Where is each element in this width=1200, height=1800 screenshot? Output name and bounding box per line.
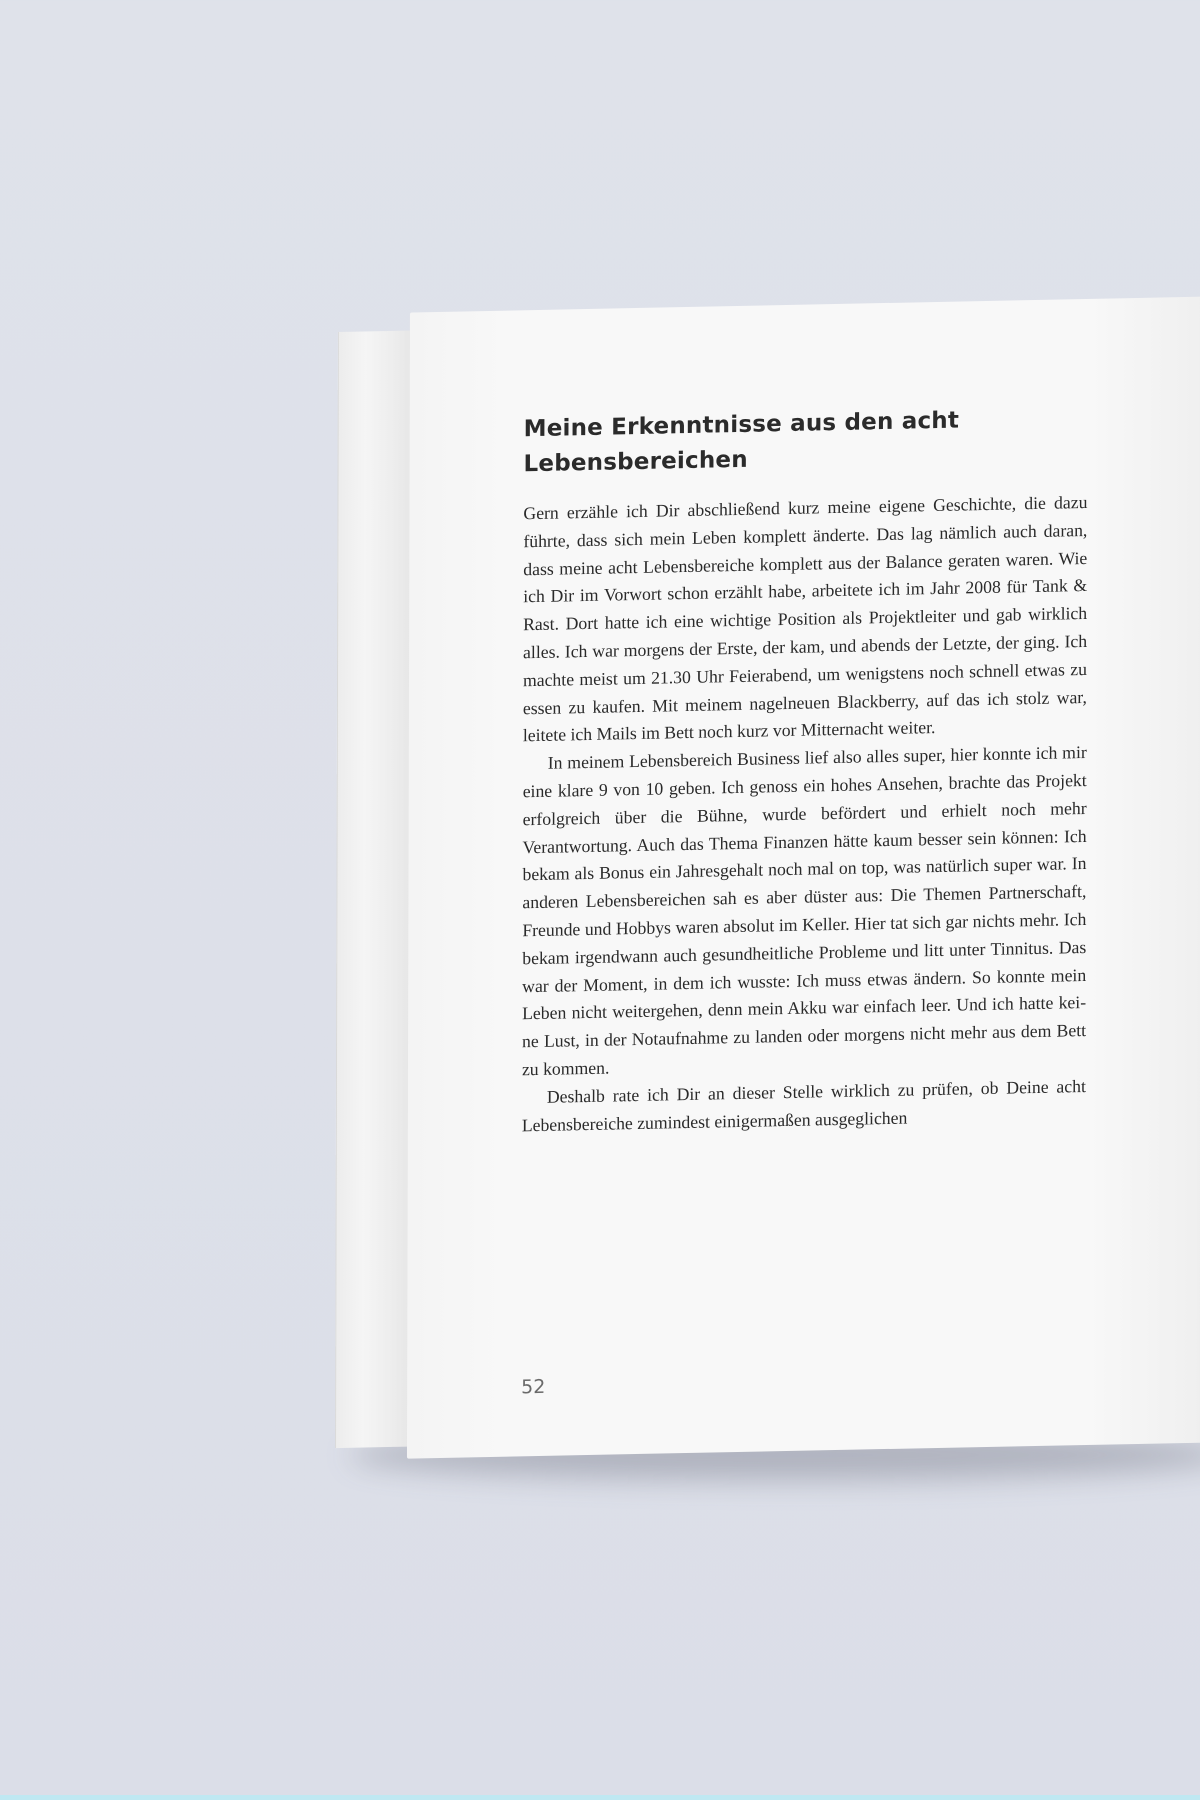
paragraph-1: Gern erzähle ich Dir abschließend kurz meine eigene Geschichte, die dazu führte, dass sich mein Leben komplett änderte. Das lag nämlich auch daran, dass meine acht Lebensbereiche komplett aus der Balance geraten waren. Wie ich Dir im Vorwort schon erzählt habe, arbeitete ich im Jahr 2008 für Tank & Rast. Dort hatte ich eine wichtige Position als Projektleiter und gab wirklich alles. Ich war morgens der Erste, der kam, und abends der Letzte, der ging. Ich machte meist um 21.30 Uhr Feierabend, um wenigstens noch schnell etwas zu essen zu kaufen. Mit meinem nagelneuen Blackberry, auf das ich stolz war, leitete ich Mails im Bett noch kurz vor Mitternacht weiter. <box>522 491 1088 746</box>
page-number: 52 <box>521 1375 546 1399</box>
page-content <box>522 401 1088 1140</box>
chapter-heading: Meine Erkenntnisse aus den acht Lebensbereichen <box>523 407 960 478</box>
page-stack-edge <box>335 330 418 1448</box>
paragraph-2: In meinem Lebensbereich Business lief also alles super, hier konnte ich mir eine klare 9 von 10 geben. Ich genoss ein hohes Ansehen, brachte das Projekt erfolgreich über die Bühne, wurde befördert und erhielt noch mehr Verantwortung. Auch das Thema Finanzen hätte kaum besser sein können: Ich bekam als Bonus ein Jahresgehalt noch mal on top, was natürlich super war. In anderen Lebensbereichen sah es aber düster aus: Die Themen Partnerschaft, Freunde und Hobbys waren absolut im Keller. Hier tat sich gar nichts mehr. Ich bekam irgendwann auch gesundheitliche Probleme und litt unter Tinnitus. Das war der Moment, in dem ich wusste: Ich muss etwas ändern. So konnte mein Leben nicht weitergehen, denn mein Akku war einfach leer. Und ich hatte keine Lust, in der Notaufnahme zu landen oder morgens nicht mehr aus dem Bett zu kommen. <box>521 742 1087 1080</box>
bottom-strip <box>0 1795 1200 1800</box>
paragraph-3: Deshalb rate ich Dir an dieser Stelle wirklich zu prüfen, ob Deine acht Lebensbereiche zumindest einigermaßen ausgeglichen <box>521 1075 1086 1135</box>
book-page <box>407 296 1200 1459</box>
open-book <box>335 282 1200 1460</box>
